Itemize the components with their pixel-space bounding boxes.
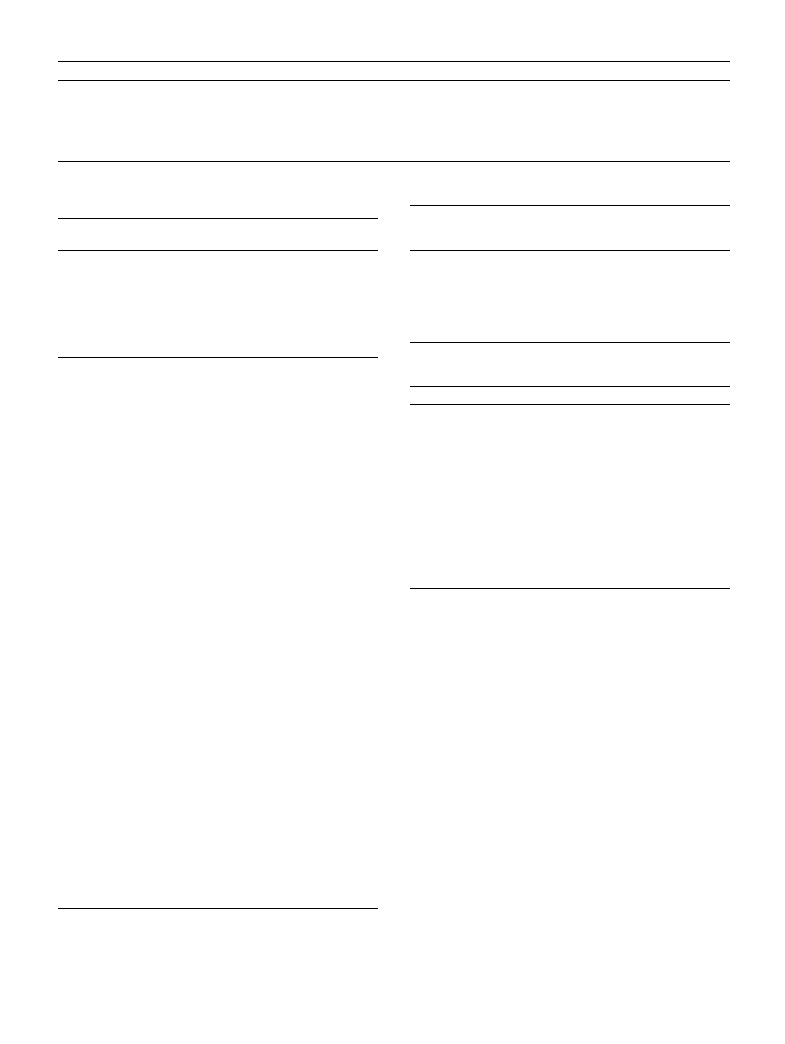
table-bottom-rule xyxy=(410,342,730,343)
table-top-rule xyxy=(58,61,730,62)
table-top-rule xyxy=(58,218,378,219)
table-header-rule xyxy=(410,250,730,251)
table-header-rule xyxy=(58,80,730,81)
table-top-rule xyxy=(410,205,730,206)
table-bottom-rule xyxy=(58,908,378,909)
table-header-rule xyxy=(58,250,378,251)
table-bottom-rule xyxy=(410,588,730,589)
table-header-rule xyxy=(410,404,730,405)
table-section-rule xyxy=(58,357,378,358)
table-bottom-rule xyxy=(58,161,730,162)
table-top-rule xyxy=(410,386,730,387)
